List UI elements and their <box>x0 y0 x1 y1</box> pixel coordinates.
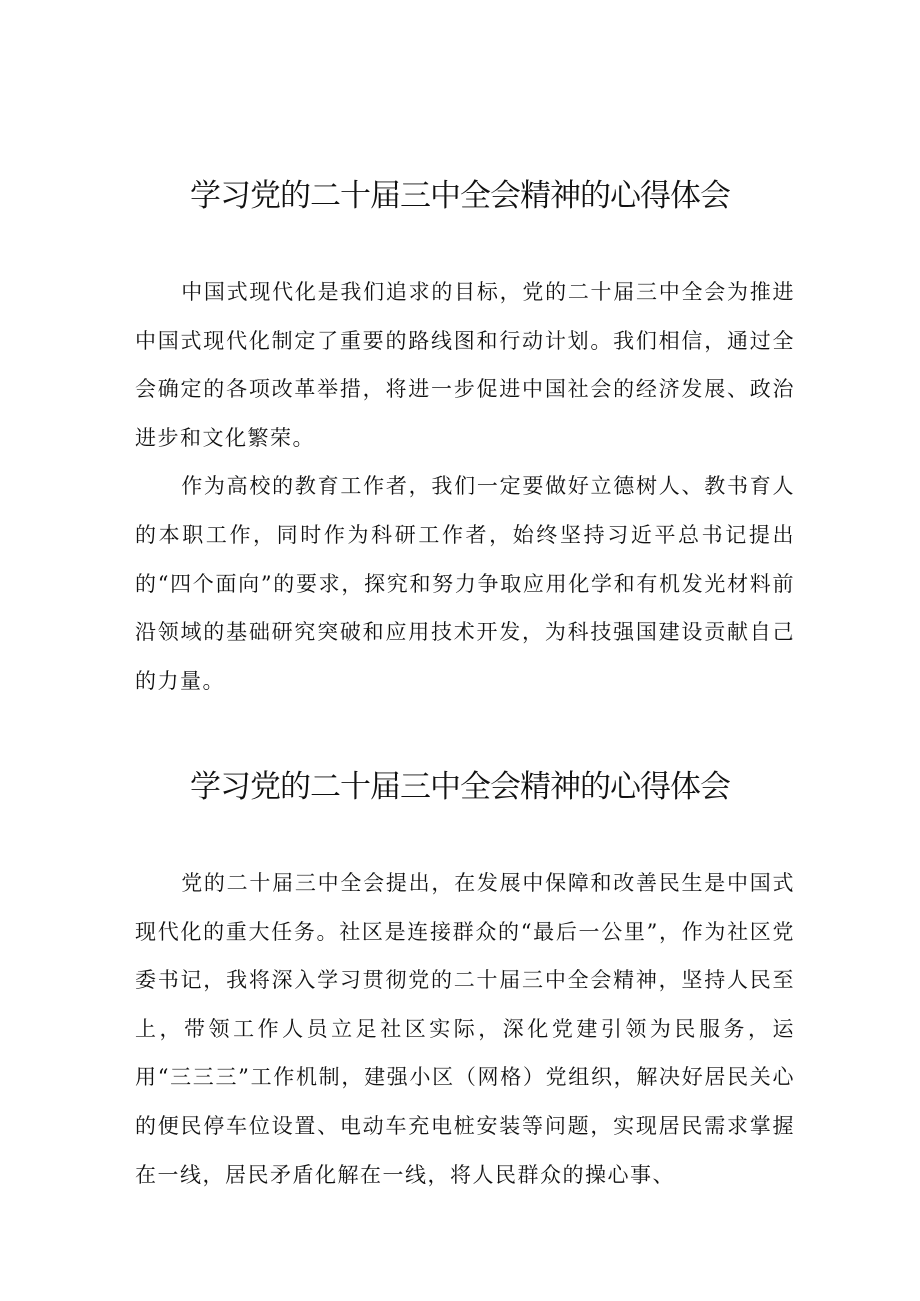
article-title-2: 学习党的二十届三中全会精神的心得体会 <box>190 769 730 805</box>
body-paragraph: 作为高校的教育工作者，我们一定要做好立德树人、教书育人的本职工作，同时作为科研工作者，始终坚持习近平总书记提出的“四个面向”的要求，探究和努力争取应用化学和有机发光材料前沿领域的基础研究突破和应用技术开发，为科技强国建设贡献自己的力量。 <box>135 474 795 693</box>
body-paragraph: 中国式现代化是我们追求的目标，党的二十届三中全会为推进中国式现代化制定了重要的路线图和行动计划。我们相信，通过全会确定的各项改革举措，将进一步促进中国社会的经济发展、政治进步和文化繁荣。 <box>135 280 795 450</box>
article-body-1 <box>135 268 795 705</box>
body-paragraph: 党的二十届三中全会提出，在发展中保障和改善民生是中国式现代化的重大任务。社区是连接群众的“最后一公里”，作为社区党委书记，我将深入学习贯彻党的二十届三中全会精神，坚持人民至上，带领工作人员立足社区实际，深化党建引领为民服务，运用“三三三”工作机制，建强小区（网格）党组织，解决好居民关心的便民停车位设置、电动车充电桩安装等问题，实现居民需求掌握在一线，居民矛盾化解在一线，将人民群众的操心事、 <box>135 871 795 1187</box>
article-body-2 <box>135 859 795 1199</box>
article-title-1: 学习党的二十届三中全会精神的心得体会 <box>190 178 730 214</box>
